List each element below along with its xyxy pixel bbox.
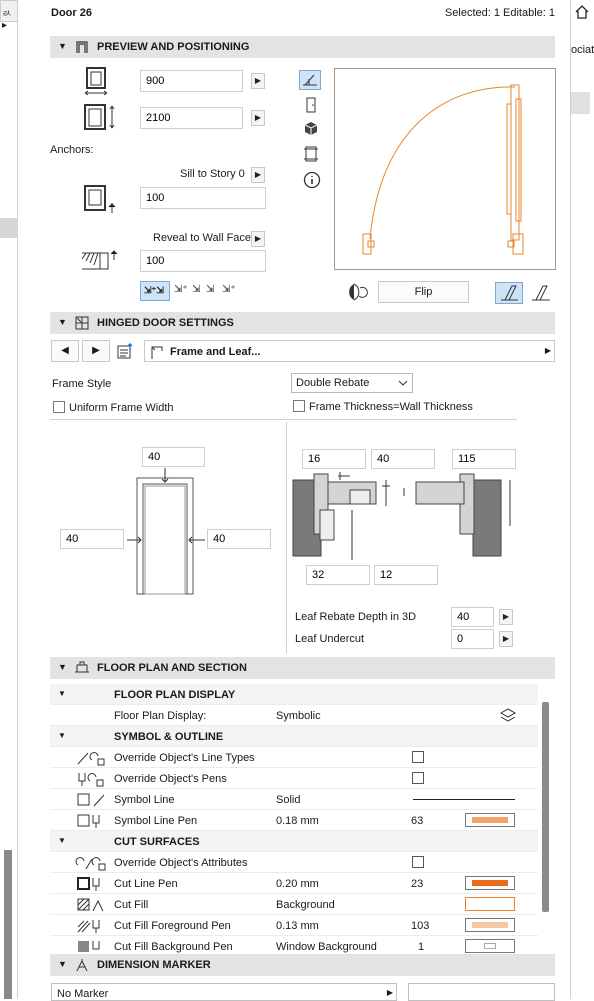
param-value: Symbolic xyxy=(276,710,321,722)
symbol-pen-icon xyxy=(76,813,106,829)
divider-vertical xyxy=(286,422,287,654)
right-strip-block xyxy=(571,92,590,114)
floor-plan-section-header[interactable] xyxy=(50,657,555,679)
param-row[interactable] xyxy=(50,810,538,831)
param-label: Floor Plan Display: xyxy=(114,710,207,722)
sill-arrow-button[interactable]: ▶ xyxy=(251,167,265,183)
group-symbol-outline[interactable] xyxy=(50,726,538,747)
chevron-down-icon xyxy=(398,379,408,387)
3d-view-icon[interactable] xyxy=(304,121,318,137)
param-row[interactable] xyxy=(50,873,538,894)
section-title: PREVIEW AND POSITIONING xyxy=(97,41,250,53)
element-title: Door 26 xyxy=(51,7,92,19)
param-label: Override Object's Attributes xyxy=(114,857,248,869)
attributes-icon xyxy=(76,855,106,871)
frame-thickness-label: Frame Thickness=Wall Thickness xyxy=(309,401,473,413)
plan-view-button[interactable] xyxy=(299,70,321,90)
param-value: Window Background xyxy=(276,941,377,953)
param-row[interactable] xyxy=(50,915,538,936)
divider xyxy=(50,419,517,420)
pen-color-swatch[interactable] xyxy=(465,813,515,827)
right-panel-strip xyxy=(570,0,594,999)
flip-button[interactable]: Flip xyxy=(378,281,469,303)
section-title: HINGED DOOR SETTINGS xyxy=(97,317,234,329)
override-attributes-checkbox[interactable] xyxy=(412,856,424,868)
leaf-rebate-label: Leaf Rebate Depth in 3D xyxy=(295,611,417,623)
param-row[interactable] xyxy=(50,705,538,726)
pen-icon xyxy=(76,771,106,787)
param-label: Symbol Line Pen xyxy=(114,815,198,827)
param-value: 0.13 mm xyxy=(276,920,319,932)
leaf-undercut-input[interactable] xyxy=(451,629,494,649)
group-label: CUT SURFACES xyxy=(114,836,200,848)
dimension-preview-box xyxy=(408,983,555,1001)
group-label: SYMBOL & OUTLINE xyxy=(114,731,224,743)
line-type-icon xyxy=(76,750,106,766)
page-selector[interactable] xyxy=(144,340,555,362)
section-d-input[interactable] xyxy=(306,565,370,585)
page-list-icon[interactable] xyxy=(116,342,138,360)
home-icon[interactable] xyxy=(575,4,589,20)
group-triangle-icon[interactable]: ▼ xyxy=(58,836,66,845)
param-value: 0.18 mm xyxy=(276,815,319,827)
left-strip-tab[interactable]: ﾭ▸ xyxy=(0,0,18,22)
pen-number: 103 xyxy=(411,920,430,932)
param-row[interactable] xyxy=(50,747,538,768)
fill-swatch[interactable] xyxy=(465,897,515,911)
collapse-triangle-icon[interactable]: ▼ xyxy=(58,41,67,51)
pen-number: 1 xyxy=(418,941,425,953)
anchor-button-2[interactable]: ⇲⁺ xyxy=(174,284,188,295)
hinged-section-header[interactable] xyxy=(50,312,555,334)
section-a-input[interactable] xyxy=(302,449,366,469)
override-pens-checkbox[interactable] xyxy=(412,772,424,784)
anchor-button-5[interactable]: ⇲⁺ xyxy=(222,284,236,295)
left-strip-scrollbar[interactable] xyxy=(4,850,12,999)
section-title: DIMENSION MARKER xyxy=(97,959,211,971)
uniform-frame-label: Uniform Frame Width xyxy=(69,402,174,414)
settings-grid-icon xyxy=(74,315,90,331)
pen-color-swatch[interactable] xyxy=(465,876,515,890)
symbol-line-icon xyxy=(76,792,106,808)
collapse-triangle-icon[interactable]: ▼ xyxy=(58,317,67,327)
anchor-button-3[interactable]: ⇲ xyxy=(192,284,201,295)
reveal-icon xyxy=(80,248,120,274)
flip-side-icon[interactable] xyxy=(338,281,372,303)
param-label: Cut Fill Background Pen xyxy=(114,941,233,953)
param-value: 0.20 mm xyxy=(276,878,319,890)
sill-icon xyxy=(82,183,118,215)
cut-fill-icon xyxy=(76,897,106,913)
sill-input[interactable] xyxy=(140,187,266,209)
frame-section-diagram xyxy=(290,470,520,566)
param-list-scrollbar[interactable] xyxy=(542,702,549,912)
pen-color-swatch[interactable] xyxy=(465,918,515,932)
dropdown-arrow-icon: ▶ xyxy=(386,988,393,997)
frame-left-input[interactable] xyxy=(60,529,124,549)
pen-number: 23 xyxy=(411,878,424,890)
dimension-section-header[interactable] xyxy=(50,954,555,976)
param-label: Symbol Line xyxy=(114,794,175,806)
param-label: Override Object's Pens xyxy=(114,773,227,785)
width-input[interactable] xyxy=(140,70,243,92)
param-label: Cut Fill xyxy=(114,899,149,911)
group-floor-plan-display[interactable] xyxy=(50,684,538,705)
param-row[interactable] xyxy=(50,936,538,953)
frame-style-value: Double Rebate xyxy=(296,377,370,389)
info-icon[interactable] xyxy=(303,171,321,189)
dimension-marker-value: No Marker xyxy=(57,988,109,1000)
frame-style-label: Frame Style xyxy=(52,378,112,390)
preview-canvas[interactable] xyxy=(334,68,556,270)
page-dropdown-arrow-icon[interactable]: ▶ xyxy=(544,346,551,355)
elevation-view-icon[interactable] xyxy=(304,96,318,114)
section-c-input[interactable] xyxy=(452,449,516,469)
section-e-input[interactable] xyxy=(374,565,438,585)
param-label: Cut Fill Foreground Pen xyxy=(114,920,231,932)
height-input[interactable] xyxy=(140,107,243,129)
dimension-marker-select[interactable] xyxy=(51,983,397,1001)
page-name: Frame and Leaf... xyxy=(170,346,261,358)
group-label: FLOOR PLAN DISPLAY xyxy=(114,689,236,701)
layer-stack-icon[interactable] xyxy=(499,708,517,722)
frame-thickness-checkbox[interactable] xyxy=(293,400,305,412)
param-label: Cut Line Pen xyxy=(114,878,178,890)
frame-top-input[interactable] xyxy=(142,447,205,467)
height-arrow-button[interactable]: ▶ xyxy=(251,110,265,126)
section-view-icon[interactable] xyxy=(303,145,319,163)
leaf-undercut-label: Leaf Undercut xyxy=(295,633,365,645)
frame-right-input[interactable] xyxy=(207,529,271,549)
leaf-undercut-arrow-button[interactable]: ▶ xyxy=(499,631,513,647)
fill-foreground-pen-icon xyxy=(76,918,106,934)
group-triangle-icon[interactable]: ▼ xyxy=(58,731,66,740)
reveal-label: Reveal to Wall Face xyxy=(153,232,252,244)
param-row[interactable] xyxy=(50,894,538,915)
opening-left-button[interactable] xyxy=(495,282,523,304)
group-cut-surfaces[interactable] xyxy=(50,831,538,852)
uniform-frame-checkbox[interactable] xyxy=(53,401,65,413)
param-value: Background xyxy=(276,899,335,911)
width-icon xyxy=(82,66,112,98)
selection-status: Selected: 1 Editable: 1 xyxy=(444,7,555,19)
pen-color-swatch[interactable] xyxy=(465,939,515,953)
override-line-types-checkbox[interactable] xyxy=(412,751,424,763)
floor-plan-icon xyxy=(74,660,90,676)
leaf-rebate-input[interactable] xyxy=(451,607,494,627)
anchors-label: Anchors: xyxy=(50,144,94,156)
frame-page-icon xyxy=(149,344,165,360)
door-frame-icon xyxy=(74,39,90,55)
frame-front-diagram xyxy=(125,466,207,596)
anchor-button-4[interactable]: ⇲ xyxy=(206,284,215,295)
line-type-preview xyxy=(413,799,515,800)
cut-line-pen-icon xyxy=(76,876,106,892)
leaf-rebate-arrow-button[interactable]: ▶ xyxy=(499,609,513,625)
width-arrow-button[interactable]: ▶ xyxy=(251,73,265,89)
section-b-input[interactable] xyxy=(371,449,435,469)
group-triangle-icon[interactable]: ▼ xyxy=(58,689,66,698)
param-label: Override Object's Line Types xyxy=(114,752,255,764)
page-prev-button[interactable]: ◀ xyxy=(51,340,79,362)
param-row[interactable] xyxy=(50,768,538,789)
opening-right-icon[interactable] xyxy=(529,283,553,303)
right-strip-label: ociat xyxy=(571,44,594,56)
pen-number: 63 xyxy=(411,815,424,827)
frame-style-select[interactable] xyxy=(291,373,413,393)
anchor-button-active[interactable]: ⇲⁺⇲ xyxy=(140,281,170,301)
left-strip-block xyxy=(0,218,18,238)
param-value: Solid xyxy=(276,794,301,806)
door-plan-drawing xyxy=(335,69,555,269)
preview-section-header[interactable] xyxy=(50,36,555,58)
collapse-triangle-icon[interactable]: ▼ xyxy=(58,662,67,672)
fill-background-pen-icon xyxy=(76,939,106,955)
reveal-arrow-button[interactable]: ▶ xyxy=(251,231,265,247)
page-next-button[interactable]: ▶ xyxy=(82,340,110,362)
dimension-marker-icon xyxy=(74,957,90,973)
reveal-input[interactable] xyxy=(140,250,266,272)
collapse-triangle-icon[interactable]: ▼ xyxy=(58,959,67,969)
height-icon xyxy=(82,102,118,134)
sill-label: Sill to Story 0 xyxy=(180,168,245,180)
param-row[interactable] xyxy=(50,789,538,810)
param-row[interactable] xyxy=(50,852,538,873)
section-title: FLOOR PLAN AND SECTION xyxy=(97,662,247,674)
